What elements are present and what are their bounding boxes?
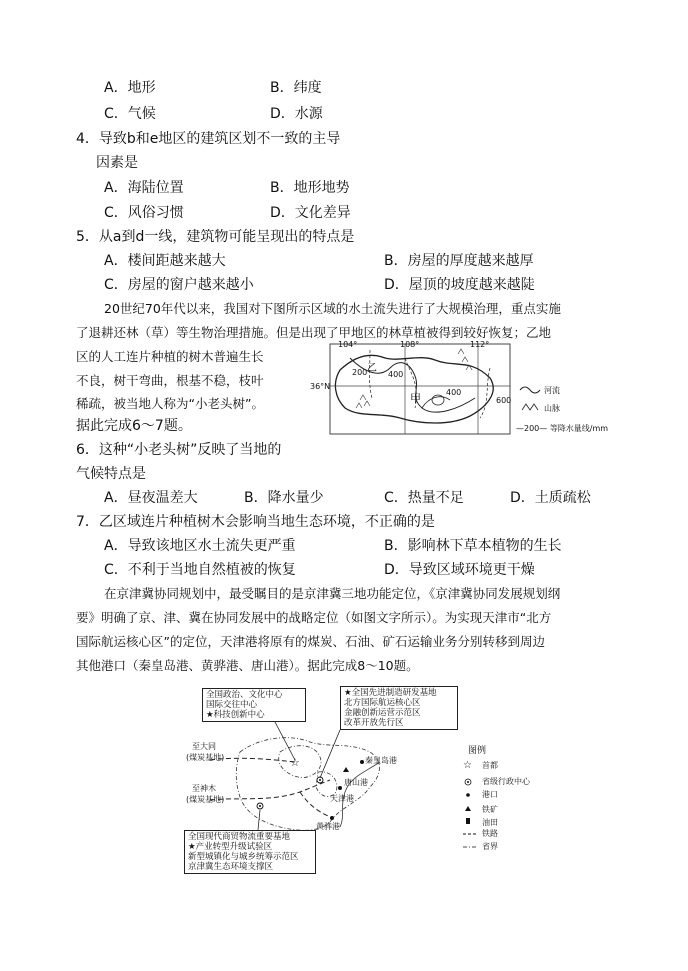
q4-stem-line1: 4．导致b和e地区的建筑区划不一致的主导 <box>76 131 341 147</box>
q4-option-d: D．文化差异 <box>270 205 351 221</box>
tianjin-role-4: 改革开放先行区 <box>344 718 404 728</box>
lon-104-label: 104° <box>338 340 358 349</box>
huanghua-label: 黄骅港 <box>316 822 340 831</box>
tangshan-label: 唐山港 <box>344 778 368 787</box>
tianjin-port-label: 天津港 <box>330 794 354 803</box>
region-yi-label: 乙 <box>367 363 377 374</box>
passage1-line3: 区的人工连片种植的树木普遍生长 <box>76 349 264 364</box>
legend-provincial-capital: 省级行政中心 <box>482 777 530 786</box>
q3-option-b: B．纬度 <box>270 80 322 96</box>
q5-option-c: C．房屋的窗户越来越小 <box>104 277 254 293</box>
q6-stem-line2: 气候特点是 <box>76 466 146 482</box>
q5-option-d: D．屋顶的坡度越来越陡 <box>384 277 535 293</box>
passage1-line5: 稀疏，被当地人称为“小老头树”。 <box>76 396 264 411</box>
q3-option-d: D．水源 <box>270 106 323 122</box>
tianjin-role-3: 金融创新运营示范区 <box>344 708 421 718</box>
q4-option-c: C．风俗习惯 <box>104 205 184 221</box>
legend-province-border: 省界 <box>482 842 498 851</box>
shenmu-label: 至神木 <box>192 784 216 793</box>
hebei-role-1: 全国现代商贸物流重要基地 <box>188 832 291 842</box>
q7-option-a: A．导致该地区水土流失更严重 <box>104 538 296 554</box>
q5-option-b: B．房屋的厚度越来越厚 <box>384 253 534 269</box>
passage1-line4: 不良，树干弯曲，根基不稳，枝叶 <box>76 373 264 388</box>
legend-title: 图例 <box>468 746 487 756</box>
isoline-400b-label: 400 <box>446 388 462 397</box>
shenmu-sub-label: (煤炭基地) <box>186 795 225 804</box>
lon-112-label: 112° <box>470 340 490 349</box>
datong-sub-label: (煤炭基地) <box>186 753 225 762</box>
datong-label: 至大同 <box>192 742 216 751</box>
q6-option-c: C．热量不足 <box>384 490 464 506</box>
passage1-line6: 据此完成6～7题。 <box>76 418 192 434</box>
legend-isoline-label: —200— 等降水量线/mm <box>516 424 609 433</box>
capital-star-icon: ☆ <box>290 756 300 769</box>
q4-stem-line2: 因素是 <box>96 155 138 171</box>
q3-option-c: C．气候 <box>104 106 156 122</box>
isoline-400a-label: 400 <box>388 370 404 379</box>
beijing-role-box <box>202 688 306 722</box>
q4-option-a: A．海陆位置 <box>104 180 184 196</box>
q5-option-a: A．楼间距越来越大 <box>104 253 226 269</box>
passage2-line3: 国际航运核心区”的定位，天津港将原有的煤炭、石油、矿石运输业务分别转移到周边 <box>76 634 545 649</box>
hebei-role-3: 新型城镇化与城乡统筹示范区 <box>188 852 299 862</box>
beijing-role-1: 全国政治、文化中心 <box>206 690 283 700</box>
lon-108-label: 108° <box>400 340 420 349</box>
q7-option-d: D．导致区域环境更干燥 <box>384 562 535 578</box>
legend-port: 港口 <box>482 790 498 799</box>
qinhuangdao-label: 秦皇岛港 <box>365 756 397 765</box>
legend-mountain-label: 山脉 <box>544 404 560 413</box>
passage2-line4: 其他港口（秦皇岛港、黄骅港、唐山港）。据此完成8～10题。 <box>76 658 419 673</box>
jing-jin-ji-map <box>180 682 590 882</box>
q7-stem: 7．乙区域连片种植树木会影响当地生态环境，不正确的是 <box>76 514 435 530</box>
tianjin-role-2: 北方国际航运核心区 <box>344 698 421 708</box>
legend-capital: 首都 <box>482 761 498 770</box>
legend-river-label: 河流 <box>544 386 560 395</box>
region-jia-label: 甲 <box>410 392 421 405</box>
passage2-line2: 要》明确了京、津、冀在协同发展中的战略定位（如图文字所示）。为实现天津市“北方 <box>76 610 552 625</box>
legend-iron-mine: 铁矿 <box>482 805 498 814</box>
legend-railway: 铁路 <box>482 829 498 838</box>
beijing-role-2: 国际交往中心 <box>206 700 258 710</box>
tianjin-role-box <box>340 686 458 730</box>
loess-plateau-map <box>310 338 620 440</box>
hebei-role-2: ★产业转型升级试验区 <box>188 842 273 852</box>
q3-option-a: A．地形 <box>104 80 156 96</box>
isoline-600-label: 600 <box>496 396 512 405</box>
q7-option-c: C．不利于当地自然植被的恢复 <box>104 562 296 578</box>
q7-option-b: B．影响林下草本植物的生长 <box>384 538 562 554</box>
q6-stem-line1: 6．这种“小老头树”反映了当地的 <box>76 442 282 458</box>
tianjin-role-1: ★全国先进制造研发基地 <box>344 688 437 698</box>
hebei-role-4: 京津冀生态环境支撑区 <box>188 862 274 872</box>
hebei-role-box <box>184 830 316 874</box>
legend-oil-field: 油田 <box>482 818 498 827</box>
q5-stem: 5．从a到d一线，建筑物可能呈现出的特点是 <box>76 229 355 245</box>
beijing-role-3: ★科技创新中心 <box>206 710 265 720</box>
q6-option-b: B．降水量少 <box>244 490 324 506</box>
isoline-200-label: 200 <box>352 368 368 377</box>
passage2-line1: 在京津冀协同规划中，最受瞩目的是京津冀三地功能定位，《京津冀协同发展规划纲 <box>104 586 561 601</box>
lat-36-label: 36°N <box>310 382 331 391</box>
passage1-line1: 20世纪70年代以来，我国对下图所示区域的水土流失进行了大规模治理，重点实施 <box>104 301 561 316</box>
q6-option-d: D．土质疏松 <box>510 490 591 506</box>
q6-option-a: A．昼夜温差大 <box>104 490 198 506</box>
legend-star-icon: ☆ <box>463 760 472 771</box>
passage1-line2: 了退耕还林（草）等生物治理措施。但是出现了甲地区的林草植被得到较好恢复；乙地 <box>76 325 552 340</box>
q4-option-b: B．地形地势 <box>270 180 350 196</box>
